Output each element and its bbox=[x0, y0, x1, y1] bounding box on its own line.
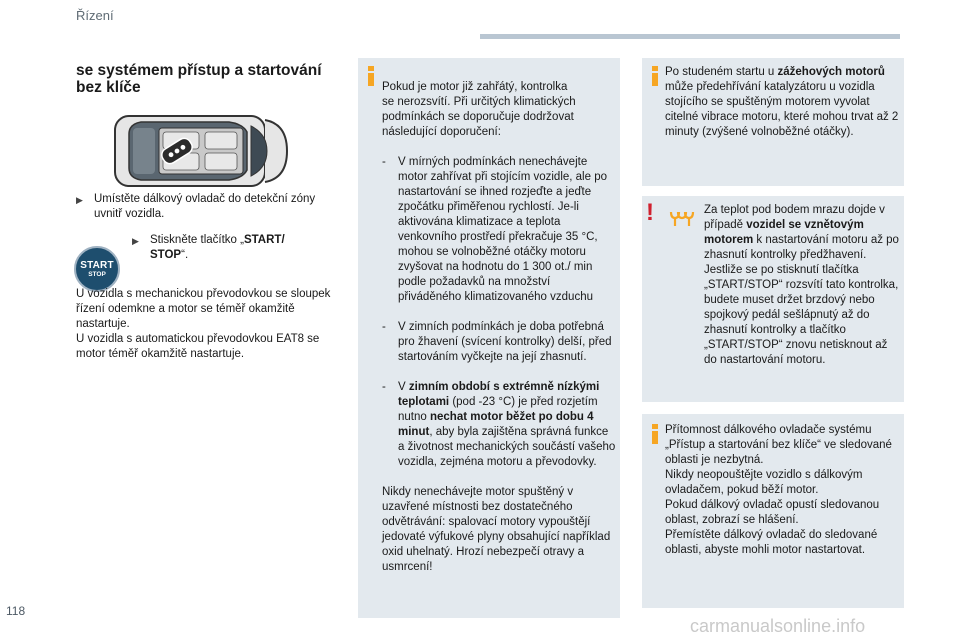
info-box-remote-presence bbox=[642, 414, 904, 608]
page-header-title: Řízení bbox=[76, 8, 114, 23]
page-number: 118 bbox=[6, 604, 26, 618]
info-paragraph: Pokud je motor již zahřátý, kontrolka se nerozsvítí. Při určitých klimatických podmínkách se doporučuje dodržovat následující doporučení: bbox=[382, 81, 576, 138]
info-box-warm-engine bbox=[358, 58, 620, 618]
bullet-press-start bbox=[132, 233, 322, 263]
info-box-body bbox=[382, 65, 616, 590]
arrow-bullet-icon: ▶ bbox=[132, 236, 139, 246]
section-heading: se systémem přístup a startování bez klíče bbox=[76, 62, 322, 96]
info-paragraph: Nikdy nenechávejte motor spuštěný v uzavřené místnosti bez dostatečného odvětrávání: spalovací motory vypouštějí jedovaté výfukové plyny obsahující například oxid uhelnatý. Hrozí nebezpečí otravy a usmrcení! bbox=[382, 486, 611, 573]
bullet-text: Umístěte dálkový ovladač do detekční zóny uvnitř vozidla. bbox=[94, 193, 316, 220]
warning-box-body: Za teplot pod bodem mrazu dojde v případě vozidel se vznětovým motorem k nastartování motoru až po zhasnutí kontrolky předžhavení. Jestliže se po stisknutí tlačítka „START/STOP“ rozsvítí tato kontrolka, budete muset držet brzdový nebo spojkový pedál sešlápnutý až do zhasnutí kontrolky a tlačítko „START/STOP“ znovu netisknout až do nastartování motoru. bbox=[704, 204, 899, 366]
info-icon bbox=[651, 66, 659, 86]
car-top-view-icon bbox=[111, 110, 291, 192]
info-box-body: Po studeném startu u zážehových motorů může předehřívání katalyzátoru u vozidla stojícího se spuštěným motorem vyvolat citelné vibrace motoru, které mohou trvat až 2 minuty (zvýšené volnoběžné otáčky). bbox=[665, 66, 899, 138]
list-item: - V zimních podmínkách je doba potřebná pro žhavení (svícení kontrolky) delší, před startováním vyčkejte na její zhasnutí. bbox=[382, 321, 612, 363]
bullet-text: Stiskněte tlačítko „START/ STOP“. bbox=[150, 234, 285, 261]
warning-exclamation-icon: ! bbox=[646, 199, 654, 226]
transmission-paragraph: U vozidla s mechanickou převodovkou se sloupek řízení odemkne a motor se téměř okamžitě nastartuje. U vozidla s automatickou převodovkou EAT8 se motor téměř okamžitě nastartuje. bbox=[76, 288, 331, 360]
left-column bbox=[76, 62, 346, 96]
header-bar bbox=[480, 34, 900, 39]
info-icon bbox=[367, 66, 375, 86]
warning-box-diesel bbox=[642, 196, 904, 402]
watermark: carmanualsonline.info bbox=[690, 616, 866, 636]
info-box-catalyst bbox=[642, 58, 904, 186]
arrow-bullet-icon: ▶ bbox=[76, 195, 83, 205]
stop-label: STOP bbox=[88, 270, 106, 278]
glow-plug-icon bbox=[668, 208, 696, 233]
list-item: - V mírných podmínkách nenechávejte motor zahřívat při stojícím vozidle, ale po nastartování se ihned rozjeďte a jeďte zpočátku přiměřenou rychlostí. Je-li aktivována klimatizace a teplota venkovního prostředí překračuje 35 °C, mohou se volnoběžné otáčky motoru zvyšovat na hodnotu do 1 300 ot./ min podle požadavků na množství přiváděného klimatizovaného vzduchu bbox=[382, 156, 607, 303]
list-item: - V zimním období s extrémně nízkými teplotami (pod -23 °C) je před rozjetím nutno nechat motor běžet po dobu 4 minut, aby byla zajištěna správná funkce a životnost mechanických součástí vašeho vozidla, zejména motoru a převodovky. bbox=[382, 381, 616, 468]
start-label: START bbox=[80, 259, 114, 271]
start-stop-button-icon bbox=[74, 246, 120, 292]
bullet-place-remote bbox=[76, 192, 346, 222]
info-icon bbox=[651, 424, 659, 444]
info-box-body: Přítomnost dálkového ovladače systému „Přístup a startování bez klíče“ ve sledované oblasti je nezbytná. Nikdy neopouštějte vozidlo s dálkovým ovladačem, pokud běží motor. Pokud dálkový ovladač opustí sledovanou oblast, zobrazí se hlášení. Přemístěte dálkový ovladač do sledované oblasti, abyste mohli motor nastartovat. bbox=[665, 424, 892, 556]
